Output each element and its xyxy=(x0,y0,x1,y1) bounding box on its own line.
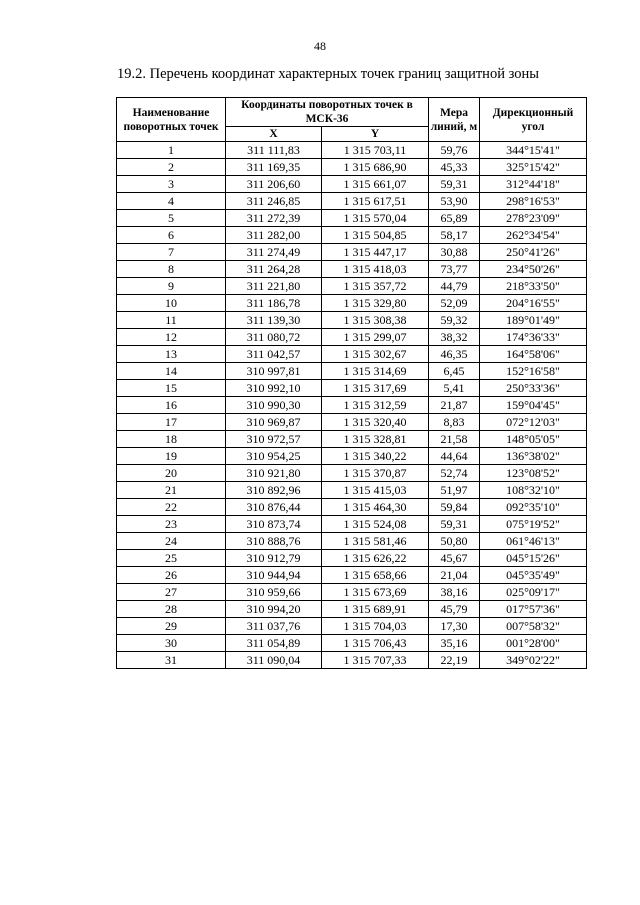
cell-y: 1 315 447,17 xyxy=(322,244,429,261)
cell-x: 311 042,57 xyxy=(226,346,322,363)
cell-x: 310 972,57 xyxy=(226,431,322,448)
cell-y: 1 315 689,91 xyxy=(322,601,429,618)
cell-point: 14 xyxy=(117,363,226,380)
cell-point: 22 xyxy=(117,499,226,516)
cell-x: 310 969,87 xyxy=(226,414,322,431)
cell-length: 73,77 xyxy=(429,261,480,278)
header-line-length: Мера линий, м xyxy=(429,98,480,142)
cell-length: 52,09 xyxy=(429,295,480,312)
cell-angle: 017°57'36" xyxy=(480,601,587,618)
cell-x: 311 186,78 xyxy=(226,295,322,312)
cell-length: 59,32 xyxy=(429,312,480,329)
cell-y: 1 315 340,22 xyxy=(322,448,429,465)
table-row xyxy=(117,584,587,601)
cell-length: 21,87 xyxy=(429,397,480,414)
cell-angle: 025°09'17" xyxy=(480,584,587,601)
cell-angle: 189°01'49" xyxy=(480,312,587,329)
cell-angle: 045°35'49" xyxy=(480,567,587,584)
cell-point: 29 xyxy=(117,618,226,635)
cell-angle: 159°04'45" xyxy=(480,397,587,414)
table-row xyxy=(117,397,587,414)
cell-y: 1 315 329,80 xyxy=(322,295,429,312)
cell-angle: 250°41'26" xyxy=(480,244,587,261)
cell-y: 1 315 357,72 xyxy=(322,278,429,295)
table-row xyxy=(117,431,587,448)
cell-length: 52,74 xyxy=(429,465,480,482)
cell-point: 24 xyxy=(117,533,226,550)
cell-length: 21,58 xyxy=(429,431,480,448)
table-row xyxy=(117,346,587,363)
cell-y: 1 315 308,38 xyxy=(322,312,429,329)
cell-x: 311 169,35 xyxy=(226,159,322,176)
cell-y: 1 315 581,46 xyxy=(322,533,429,550)
cell-length: 38,32 xyxy=(429,329,480,346)
page-number: 48 xyxy=(314,39,326,53)
cell-angle: 344°15'41" xyxy=(480,142,587,159)
cell-x: 310 944,94 xyxy=(226,567,322,584)
cell-angle: 152°16'58" xyxy=(480,363,587,380)
cell-point: 1 xyxy=(117,142,226,159)
cell-x: 310 959,66 xyxy=(226,584,322,601)
cell-y: 1 315 328,81 xyxy=(322,431,429,448)
cell-length: 6,45 xyxy=(429,363,480,380)
cell-length: 8,83 xyxy=(429,414,480,431)
cell-point: 6 xyxy=(117,227,226,244)
cell-angle: 148°05'05" xyxy=(480,431,587,448)
table-row xyxy=(117,380,587,397)
cell-y: 1 315 707,33 xyxy=(322,652,429,669)
cell-angle: 092°35'10" xyxy=(480,499,587,516)
cell-y: 1 315 464,30 xyxy=(322,499,429,516)
table-row xyxy=(117,159,587,176)
table-row xyxy=(117,533,587,550)
cell-y: 1 315 673,69 xyxy=(322,584,429,601)
table-row xyxy=(117,499,587,516)
table-row xyxy=(117,448,587,465)
cell-angle: 312°44'18" xyxy=(480,176,587,193)
cell-y: 1 315 658,66 xyxy=(322,567,429,584)
cell-angle: 072°12'03" xyxy=(480,414,587,431)
cell-x: 311 139,30 xyxy=(226,312,322,329)
cell-x: 311 282,00 xyxy=(226,227,322,244)
cell-point: 2 xyxy=(117,159,226,176)
cell-point: 8 xyxy=(117,261,226,278)
cell-length: 17,30 xyxy=(429,618,480,635)
cell-angle: 234°50'26" xyxy=(480,261,587,278)
cell-x: 311 080,72 xyxy=(226,329,322,346)
cell-point: 26 xyxy=(117,567,226,584)
cell-length: 51,97 xyxy=(429,482,480,499)
cell-length: 53,90 xyxy=(429,193,480,210)
cell-angle: 278°23'09" xyxy=(480,210,587,227)
cell-angle: 123°08'52" xyxy=(480,465,587,482)
cell-x: 310 954,25 xyxy=(226,448,322,465)
table-row xyxy=(117,244,587,261)
cell-length: 35,16 xyxy=(429,635,480,652)
cell-length: 59,31 xyxy=(429,516,480,533)
cell-length: 44,64 xyxy=(429,448,480,465)
cell-x: 310 997,81 xyxy=(226,363,322,380)
cell-length: 58,17 xyxy=(429,227,480,244)
section-title: 19.2. Перечень координат характерных точек границ защитной зоны xyxy=(117,66,539,82)
header-x: X xyxy=(226,127,322,142)
cell-point: 11 xyxy=(117,312,226,329)
cell-length: 59,76 xyxy=(429,142,480,159)
cell-y: 1 315 415,03 xyxy=(322,482,429,499)
cell-y: 1 315 418,03 xyxy=(322,261,429,278)
cell-y: 1 315 570,04 xyxy=(322,210,429,227)
cell-length: 59,31 xyxy=(429,176,480,193)
cell-x: 311 272,39 xyxy=(226,210,322,227)
cell-x: 311 246,85 xyxy=(226,193,322,210)
header-coordinates: Координаты поворотных точек в МСК-36 xyxy=(226,98,429,127)
cell-x: 311 221,80 xyxy=(226,278,322,295)
cell-angle: 001°28'00" xyxy=(480,635,587,652)
cell-x: 310 888,76 xyxy=(226,533,322,550)
cell-point: 28 xyxy=(117,601,226,618)
cell-point: 3 xyxy=(117,176,226,193)
cell-point: 15 xyxy=(117,380,226,397)
header-y: Y xyxy=(322,127,429,142)
table-row xyxy=(117,652,587,669)
cell-angle: 262°34'54" xyxy=(480,227,587,244)
cell-x: 311 054,89 xyxy=(226,635,322,652)
coordinates-table xyxy=(116,97,587,669)
cell-y: 1 315 617,51 xyxy=(322,193,429,210)
table-row xyxy=(117,618,587,635)
table-row xyxy=(117,227,587,244)
cell-point: 19 xyxy=(117,448,226,465)
cell-length: 44,79 xyxy=(429,278,480,295)
header-direction-angle: Дирекционный угол xyxy=(480,98,587,142)
table-row xyxy=(117,142,587,159)
cell-y: 1 315 704,03 xyxy=(322,618,429,635)
table-row xyxy=(117,312,587,329)
cell-length: 65,89 xyxy=(429,210,480,227)
cell-x: 310 873,74 xyxy=(226,516,322,533)
cell-length: 59,84 xyxy=(429,499,480,516)
cell-length: 46,35 xyxy=(429,346,480,363)
cell-angle: 204°16'55" xyxy=(480,295,587,312)
table-row xyxy=(117,550,587,567)
table-row xyxy=(117,329,587,346)
table-row xyxy=(117,465,587,482)
cell-angle: 325°15'42" xyxy=(480,159,587,176)
cell-y: 1 315 706,43 xyxy=(322,635,429,652)
cell-point: 10 xyxy=(117,295,226,312)
cell-point: 25 xyxy=(117,550,226,567)
cell-length: 22,19 xyxy=(429,652,480,669)
table-row xyxy=(117,176,587,193)
cell-point: 20 xyxy=(117,465,226,482)
cell-length: 30,88 xyxy=(429,244,480,261)
cell-length: 38,16 xyxy=(429,584,480,601)
cell-x: 310 921,80 xyxy=(226,465,322,482)
cell-length: 45,67 xyxy=(429,550,480,567)
cell-length: 21,04 xyxy=(429,567,480,584)
cell-length: 45,33 xyxy=(429,159,480,176)
cell-y: 1 315 299,07 xyxy=(322,329,429,346)
cell-y: 1 315 504,85 xyxy=(322,227,429,244)
header-point-name: Наименование поворотных точек xyxy=(117,98,226,142)
cell-point: 12 xyxy=(117,329,226,346)
cell-y: 1 315 312,59 xyxy=(322,397,429,414)
cell-angle: 045°15'26" xyxy=(480,550,587,567)
table-row xyxy=(117,363,587,380)
cell-point: 31 xyxy=(117,652,226,669)
cell-y: 1 315 317,69 xyxy=(322,380,429,397)
cell-angle: 136°38'02" xyxy=(480,448,587,465)
cell-x: 310 994,20 xyxy=(226,601,322,618)
cell-angle: 164°58'06" xyxy=(480,346,587,363)
cell-y: 1 315 314,69 xyxy=(322,363,429,380)
cell-angle: 298°16'53" xyxy=(480,193,587,210)
cell-point: 16 xyxy=(117,397,226,414)
table-row xyxy=(117,635,587,652)
cell-x: 310 912,79 xyxy=(226,550,322,567)
table-body xyxy=(117,142,587,669)
cell-angle: 349°02'22" xyxy=(480,652,587,669)
cell-x: 310 892,96 xyxy=(226,482,322,499)
cell-length: 5,41 xyxy=(429,380,480,397)
table-row xyxy=(117,516,587,533)
cell-x: 311 264,28 xyxy=(226,261,322,278)
cell-angle: 075°19'52" xyxy=(480,516,587,533)
table-row xyxy=(117,295,587,312)
table-row xyxy=(117,278,587,295)
cell-point: 4 xyxy=(117,193,226,210)
table-row xyxy=(117,261,587,278)
cell-angle: 174°36'33" xyxy=(480,329,587,346)
cell-x: 311 090,04 xyxy=(226,652,322,669)
table-row xyxy=(117,193,587,210)
cell-point: 21 xyxy=(117,482,226,499)
cell-point: 9 xyxy=(117,278,226,295)
cell-point: 5 xyxy=(117,210,226,227)
cell-x: 310 876,44 xyxy=(226,499,322,516)
table-row xyxy=(117,601,587,618)
table-row xyxy=(117,210,587,227)
cell-point: 27 xyxy=(117,584,226,601)
cell-angle: 061°46'13" xyxy=(480,533,587,550)
cell-y: 1 315 626,22 xyxy=(322,550,429,567)
cell-y: 1 315 370,87 xyxy=(322,465,429,482)
cell-angle: 007°58'32" xyxy=(480,618,587,635)
cell-angle: 108°32'10" xyxy=(480,482,587,499)
cell-point: 30 xyxy=(117,635,226,652)
cell-angle: 250°33'36" xyxy=(480,380,587,397)
cell-point: 7 xyxy=(117,244,226,261)
cell-point: 23 xyxy=(117,516,226,533)
cell-y: 1 315 703,11 xyxy=(322,142,429,159)
cell-y: 1 315 686,90 xyxy=(322,159,429,176)
table-row xyxy=(117,414,587,431)
cell-length: 45,79 xyxy=(429,601,480,618)
cell-length: 50,80 xyxy=(429,533,480,550)
cell-angle: 218°33'50" xyxy=(480,278,587,295)
cell-point: 18 xyxy=(117,431,226,448)
cell-x: 311 111,83 xyxy=(226,142,322,159)
table-row xyxy=(117,482,587,499)
cell-point: 17 xyxy=(117,414,226,431)
cell-x: 311 037,76 xyxy=(226,618,322,635)
cell-y: 1 315 661,07 xyxy=(322,176,429,193)
cell-y: 1 315 302,67 xyxy=(322,346,429,363)
cell-point: 13 xyxy=(117,346,226,363)
cell-x: 311 274,49 xyxy=(226,244,322,261)
cell-x: 310 992,10 xyxy=(226,380,322,397)
cell-x: 310 990,30 xyxy=(226,397,322,414)
cell-y: 1 315 320,40 xyxy=(322,414,429,431)
table-row xyxy=(117,567,587,584)
cell-y: 1 315 524,08 xyxy=(322,516,429,533)
cell-x: 311 206,60 xyxy=(226,176,322,193)
